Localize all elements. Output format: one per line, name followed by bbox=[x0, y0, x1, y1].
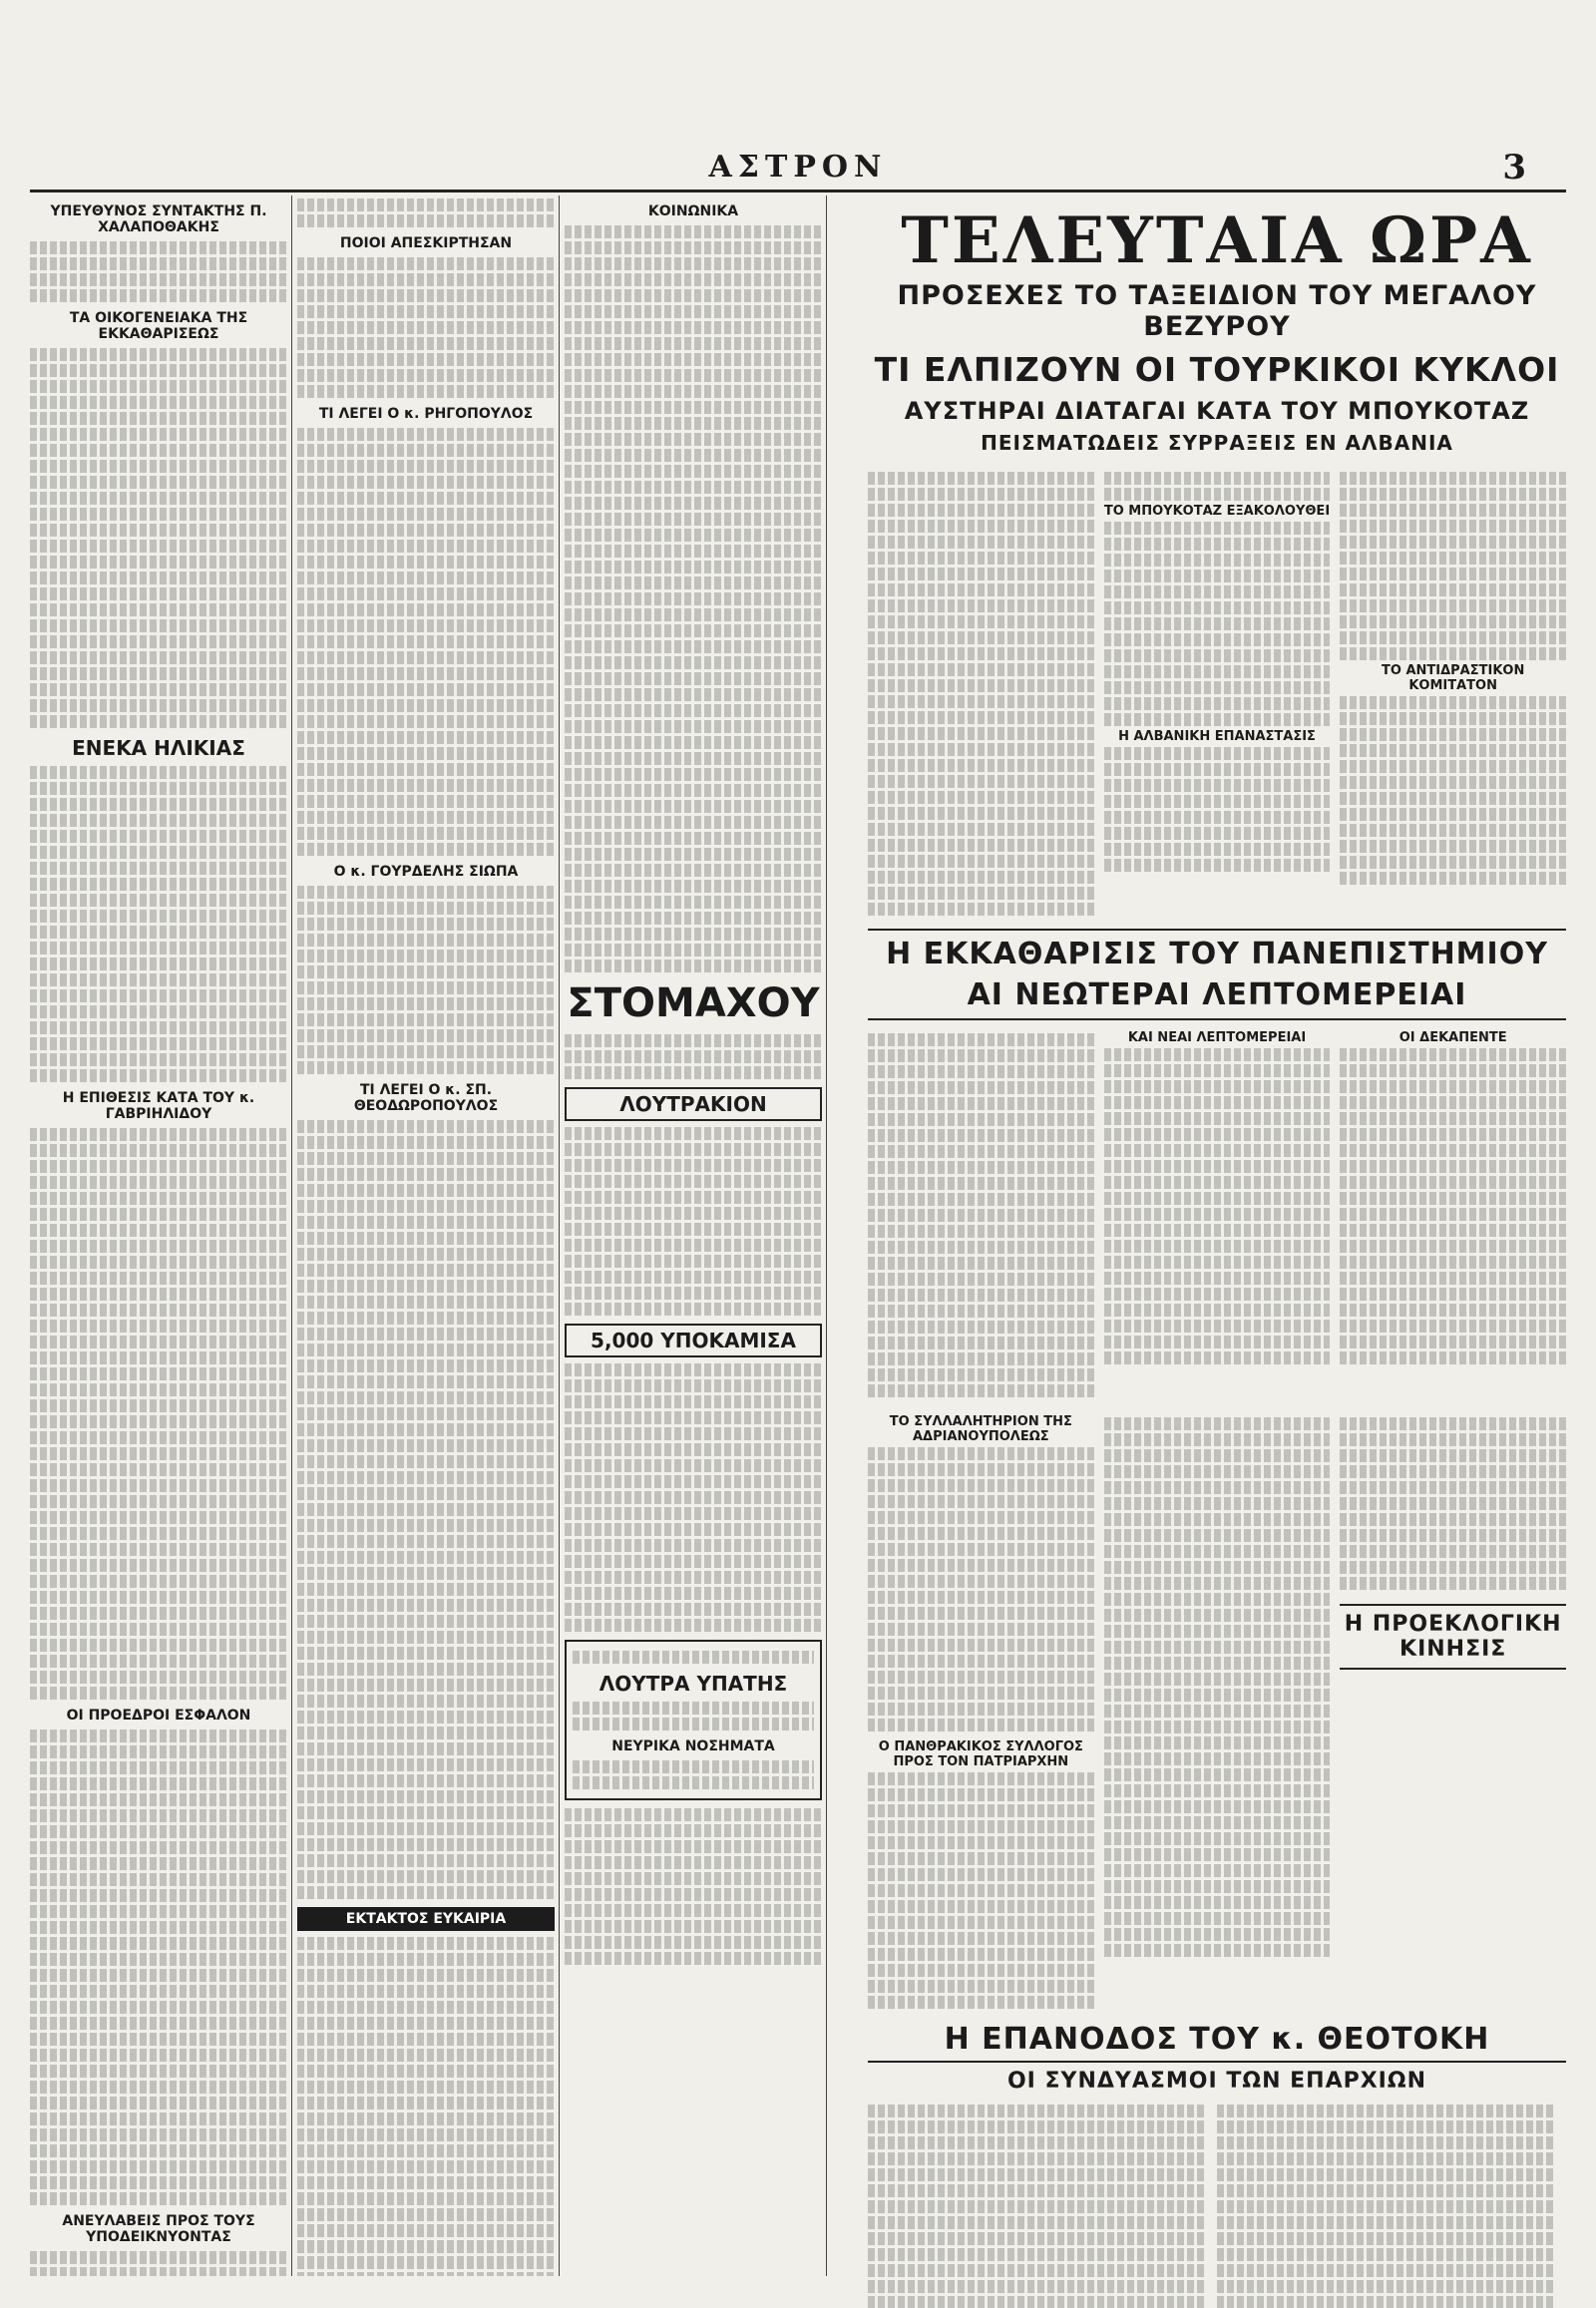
sub-syllalitirion: ΤΟ ΣΥΛΛΑΛΗΤΗΡΙΟΝ ΤΗΣ ΑΔΡΙΑΝΟΥΠΟΛΕΩΣ bbox=[889, 1414, 1072, 1444]
ad-loutra-title: ΛΟΥΤΡΑ ΥΠΑΤΗΣ bbox=[598, 1672, 788, 1696]
headline-theotokis: Η ΕΠΑΝΟΔΟΣ ΤΟΥ κ. ΘΕΟΤΟΚΗ bbox=[868, 2022, 1566, 2063]
headline-tourkikoi: ΤΙ ΕΛΠΙΖΟΥΝ ΟΙ ΤΟΥΡΚΙΚΟΙ ΚΥΚΛΟΙ bbox=[874, 350, 1560, 389]
last-hour-section bbox=[868, 195, 1566, 2308]
headline-panepistimio: Η ΕΚΚΑΘΑΡΙΣΙΣ ΤΟΥ ΠΑΝΕΠΙΣΤΗΜΙΟΥ bbox=[886, 937, 1548, 971]
sub-dekapente: ΟΙ ΔΕΚΑΠΕΝΤΕ bbox=[1398, 1030, 1507, 1045]
column-divider bbox=[559, 195, 560, 2276]
headline-lepromereiai: ΑΙ ΝΕΩΤΕΡΑΙ ΛΕΠΤΟΜΕΡΕΙΑΙ bbox=[967, 977, 1467, 1012]
headline-enaka-hlikias: ΕΝΕΚΑ ΗΛΙΚΙΑΣ bbox=[72, 736, 245, 760]
ad-loutra-ypatis bbox=[565, 1640, 822, 1800]
sub-mpoukotaz: ΤΟ ΜΠΟΥΚΟΤΑΖ ΕΞΑΚΟΛΟΥΘΕΙ bbox=[1103, 504, 1331, 519]
ad-ypokamisa: 5,000 ΥΠΟΚΑΜΙΣΑ bbox=[565, 1324, 822, 1357]
headline-proeklogiki: Η ΠΡΟΕΚΛΟΓΙΚΗ ΚΙΝΗΣΙΣ bbox=[1344, 1612, 1562, 1662]
masthead-rule bbox=[30, 190, 1566, 192]
headline-aneulabeis: ΑΝΕΥΛΑΒΕΙΣ ΠΡΟΣ ΤΟΥΣ ΥΠΟΔΕΙΚΝΥΟΝΤΑΣ bbox=[62, 2213, 255, 2245]
headline-apeskirtisan: ΠΟΙΟΙ ΑΠΕΣΚΙΡΤΗΣΑΝ bbox=[339, 235, 513, 251]
masthead bbox=[30, 148, 1566, 186]
headline-koinonika: ΚΟΙΝΩΝΙΚΑ bbox=[647, 203, 739, 219]
headline-oikogeneiaka: ΤΑ ΟΙΚΟΓΕΝΕΙΑΚΑ ΤΗΣ ΕΚΚΑΘΑΡΙΣΕΩΣ bbox=[69, 310, 248, 342]
headline-albania: ΠΕΙΣΜΑΤΩΔΕΙΣ ΣΥΡΡΑΞΕΙΣ ΕΝ ΑΛΒΑΝΙΑ bbox=[981, 431, 1453, 455]
sub-panthrakikos: Ο ΠΑΝΘΡΑΚΙΚΟΣ ΣΥΛΛΟΓΟΣ ΠΡΟΣ ΤΟΝ ΠΑΤΡΙΑΡΧΗΝ bbox=[878, 1739, 1083, 1769]
ad-stomaxou: ΣΤΟΜΑΧΟΥ bbox=[567, 980, 820, 1026]
masthead-title: ΑΣΤΡΟΝ bbox=[708, 149, 888, 185]
column-3 bbox=[565, 195, 822, 2276]
ad-loutrakion: ΛΟΥΤΡΑΚΙΟΝ bbox=[565, 1087, 822, 1121]
page-number: 3 bbox=[1502, 148, 1526, 188]
sub-nea-lepromereia: ΚΑΙ ΝΕΑΙ ΛΕΠΤΟΜΕΡΕΙΑΙ bbox=[1127, 1030, 1307, 1045]
editor-label: ΥΠΕΥΘΥΝΟΣ ΣΥΝΤΑΚΤΗΣ Π. ΧΑΛΑΠΟΘΑΚΗΣ bbox=[50, 203, 267, 235]
column-divider bbox=[826, 195, 827, 2276]
column-1 bbox=[30, 195, 287, 2276]
headline-syndyasmoi: ΟΙ ΣΥΝΔΥΑΣΜΟΙ ΤΩΝ ΕΠΑΡΧΙΩΝ bbox=[1006, 2069, 1426, 2094]
column-divider bbox=[291, 195, 292, 2276]
headline-proedroi: ΟΙ ΠΡΟΕΔΡΟΙ ΕΣΦΑΛΟΝ bbox=[66, 1708, 251, 1724]
last-hour-columns bbox=[868, 469, 1566, 919]
column-2 bbox=[297, 195, 555, 2276]
headline-gourdelis: Ο κ. ΓΟΥΡΔΕΛΗΣ ΣΙΩΠΑ bbox=[333, 864, 519, 880]
headline-theodoropoulos: ΤΙ ΛΕΓΕΙ Ο κ. ΣΠ. ΘΕΟΔΩΡΟΠΟΥΛΟΣ bbox=[353, 1082, 499, 1114]
sub-albaniki: Η ΑΛΒΑΝΙΚΗ ΕΠΑΝΑΣΤΑΣΙΣ bbox=[1118, 729, 1316, 744]
headline-vezyr: ΠΡΟΣΕΧΕΣ ΤΟ ΤΑΞΕΙΔΙΟΝ ΤΟΥ ΜΕΓΑΛΟΥ ΒΕΖΥΡΟΥ bbox=[897, 280, 1537, 342]
banner-teleutaia-ora: ΤΕΛΕΥΤΑΙΑ ΩΡΑ bbox=[901, 203, 1533, 278]
sub-antidrastikon: ΤΟ ΑΝΤΙΔΡΑΣΤΙΚΟΝ ΚΟΜΙΤΑΤΟΝ bbox=[1382, 663, 1525, 693]
headline-epithesis: Η ΕΠΙΘΕΣΙΣ ΚΑΤΑ ΤΟΥ κ. ΓΑΒΡΙΗΛΙΔΟΥ bbox=[62, 1090, 255, 1122]
headline-ektaktos: ΕΚΤΑΚΤΟΣ ΕΥΚΑΙΡΙΑ bbox=[297, 1907, 555, 1931]
panepistimio-section bbox=[868, 929, 1566, 1020]
ad-neurika: ΝΕΥΡΙΚΑ ΝΟΣΗΜΑΤΑ bbox=[611, 1738, 775, 1754]
headline-rigopoulos: ΤΙ ΛΕΓΕΙ Ο κ. ΡΗΓΟΠΟΥΛΟΣ bbox=[318, 406, 534, 422]
headline-mpoukotaz: ΑΥΣΤΗΡΑΙ ΔΙΑΤΑΓΑΙ ΚΑΤΑ ΤΟΥ ΜΠΟΥΚΟΤΑΖ bbox=[904, 397, 1530, 425]
